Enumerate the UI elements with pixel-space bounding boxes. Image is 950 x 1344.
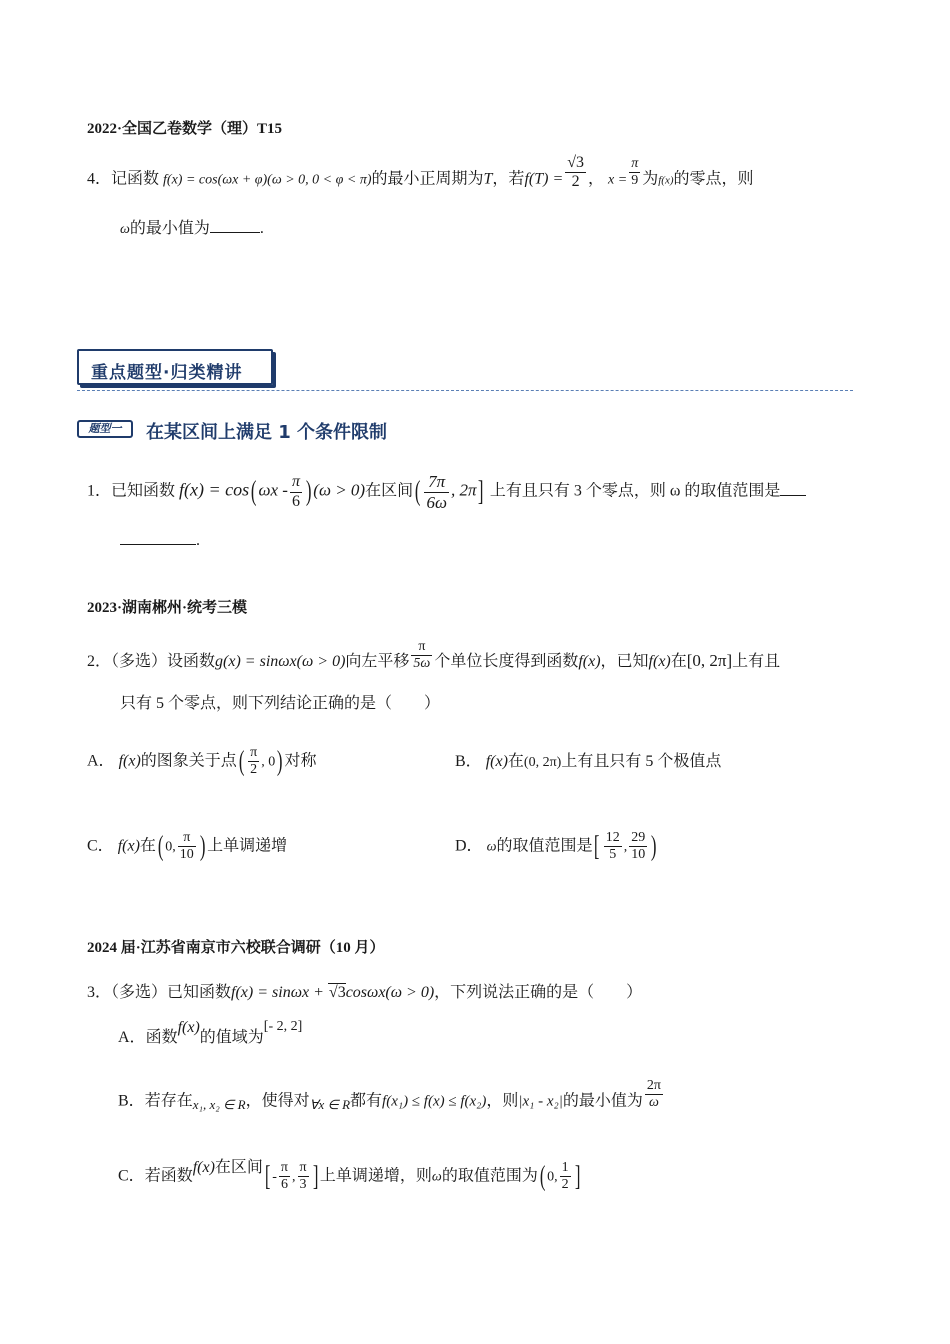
interval: (0, 2π) [523,755,562,770]
numerator: π [298,1160,309,1177]
fraction-pi-over-9 [629,156,640,189]
numerator: π [290,473,302,492]
option-2D[interactable] [455,830,659,863]
numerator: π [248,745,259,762]
question-2 [87,638,781,672]
text: 在区间 [365,482,414,500]
text: ，使得对 [245,1092,310,1110]
condition: (ω > 0) [313,480,366,500]
text: . [196,532,200,549]
f-of-x: f(x) [578,653,601,670]
numerator: 7π [424,472,449,493]
source-label-2023: 2023·湖南郴州·统考三模 [87,600,248,616]
text: （多选）已知函数 [111,984,232,1001]
option-label: D． [455,837,483,855]
text: 已知函数 [111,482,176,500]
bracket-close: ] [478,476,484,508]
source-label-2024: 2024 届·江苏省南京市六校联合调研（10 月） [87,940,385,956]
fraction-pi-over-6 [279,1160,290,1193]
type-badge: 题型一 [77,420,133,438]
answer-blank[interactable] [210,232,260,233]
option-label: A． [87,752,115,770]
inequality: f(x₁) ≤ f(x) ≤ f(x₂) [382,1093,487,1110]
numerator: π [279,1160,290,1177]
zero: 0, [165,839,176,855]
denominator: 2 [571,173,580,191]
section-title: 重点题型·归类精讲 [91,363,243,383]
source-label-2022: 2022·全国乙卷数学（理）T15 [87,121,283,137]
fraction-7pi-over-6omega [424,472,449,512]
bracket-close: ] [574,1160,581,1192]
text: 函数 [145,1029,178,1046]
fraction-pi-over-10 [178,830,196,863]
denominator: 6ω [426,492,447,512]
option-3C[interactable] [118,1160,582,1193]
question-number: 2． [87,653,112,670]
option-label: B． [118,1092,145,1110]
numerator: 1 [560,1160,571,1177]
text: 都有 [350,1092,383,1110]
numerator: 29 [629,830,647,847]
bracket-open: [ [594,830,600,862]
question-number: 4． [87,170,112,188]
paren-close: ) [305,476,312,508]
denominator: 9 [631,173,639,189]
option-label: C． [87,837,114,855]
text: 在 [670,653,687,670]
denominator: 2 [561,1177,569,1193]
paren-open: ( [251,476,257,508]
text: 的最小值为 [129,220,210,237]
text: 向左平移 [345,653,410,670]
option-2C[interactable] [87,830,287,863]
g-expression: g(x) = sinωx(ω > 0) [215,653,346,670]
text: （多选）设函数 [111,653,216,670]
option-label: B． [455,753,482,770]
numerator: π [629,156,640,173]
question-number: 3． [87,984,112,1001]
comma: , [623,839,628,855]
text: ，若 [492,170,525,188]
function-lhs: f(x) = cos [179,479,250,500]
option-label: A． [118,1029,146,1046]
f-of-x: f(x) [177,1019,200,1036]
text: ， [588,170,605,188]
option-2A[interactable] [87,745,317,778]
paren-close: ) [651,830,657,862]
f-of-x: f(x) [485,753,508,770]
question-number: 1． [87,482,112,500]
paren-close: ) [277,745,283,777]
range: [- 2, 2] [263,1019,303,1034]
question-4-line2 [120,221,264,237]
numerator: √3 [565,154,586,173]
text: 的图象关于点 [140,752,237,770]
paren-close: ) [199,830,206,862]
f-expression: f(x) = sinωx + [231,984,328,1001]
answer-blank-2[interactable] [120,544,196,545]
text: 的值域为 [199,1029,264,1046]
text: 上有且 [732,653,781,670]
text: 在 [139,837,156,855]
x1-x2-in-R: x₁, x₂ ∈ R [192,1097,246,1113]
function-expression: f(x) = cos(ωx + φ)(ω > 0, 0 < φ < π) [163,172,372,188]
period-symbol: T [483,170,493,188]
f-of-x: f(x) [117,837,140,855]
sqrt3 [328,985,346,1001]
paren-open: ( [539,1160,546,1192]
zero: 0, [547,1169,558,1185]
text: 在区间 [214,1159,263,1177]
text: 的最小正周期为 [371,170,484,188]
fraction-pi-over-5omega [411,639,432,672]
text: 若函数 [144,1167,193,1185]
text: ，已知 [600,653,649,670]
bracket-close: ] [312,1160,319,1192]
upper-bound: , 2π [450,480,477,500]
abs-difference: |x₁ - x₂| [518,1093,563,1110]
denominator: ω [649,1095,659,1111]
numerator: 12 [604,830,622,847]
paren-open: ( [238,745,245,777]
question-4 [87,154,754,192]
question-1-line2 [120,533,200,549]
denominator: 10 [631,847,646,863]
text: ，下列说法正确的是（ ） [434,984,643,1001]
numerator: π [411,639,432,656]
numerator: π [178,830,196,847]
option-3A[interactable] [118,1019,303,1046]
question-1 [87,472,806,512]
fraction-2pi-over-omega [645,1078,663,1111]
denominator: 5 [609,847,617,863]
f-of-x: f(x) [648,653,671,670]
section-divider [77,390,853,391]
f-of-x-small: f(x) [658,174,674,187]
zero: , 0 [261,754,276,770]
text: 个单位长度得到函数 [434,653,579,670]
option-label: C． [118,1167,145,1185]
text: 的取值范围为 [441,1167,538,1185]
paren-open: ( [414,476,421,508]
denominator: 2 [250,762,258,778]
denominator: 3 [299,1177,307,1193]
denominator: 6 [280,1177,288,1193]
option-2B[interactable] [455,754,721,770]
fraction-1-over-2 [560,1160,571,1193]
text: 的取值范围是 [496,837,593,855]
omega-symbol: ω [486,839,497,855]
text: 为 [642,170,659,188]
text: . [259,220,264,237]
fraction-29-over-10 [629,830,647,863]
comma: , [292,1169,296,1185]
x-equals: x = [608,172,628,188]
text: ，则 [486,1092,519,1110]
fraction-pi-over-2 [248,745,259,778]
text: 的最小值为 [562,1092,643,1110]
numerator: 2π [645,1078,663,1095]
bracket-open: [ [264,1160,271,1192]
omega-symbol: ω [120,222,130,237]
text: 记函数 [111,170,160,188]
type-title: 在某区间上满足 1 个条件限制 [146,422,388,443]
omega-symbol: ω [431,1169,442,1185]
f-of-x: f(x) [118,752,141,770]
question-3 [87,985,642,1001]
denominator: 5ω [413,655,431,671]
minus: - [272,1169,277,1185]
text: 对称 [284,752,317,770]
text: 上有且只有 3 个零点，则 ω 的取值范围是 [489,482,781,500]
forall-x-in-R: ∀x ∈ R [309,1097,351,1113]
denominator: 6 [291,492,300,510]
interval: [0, 2π] [686,651,733,670]
fraction-12-over-5 [604,830,622,863]
radical: √3 [328,984,346,1001]
fraction-sqrt3-over-2 [565,154,586,192]
question-2-line2: 只有 5 个零点，则下列结论正确的是（ ） [120,695,441,712]
text: 的零点，则 [673,170,754,188]
text: 上单调递增 [207,837,288,855]
fraction-pi-over-3 [298,1160,309,1193]
argument: ωx - [258,480,288,500]
text: 上单调递增，则 [319,1167,432,1185]
text: 若存在 [144,1092,193,1110]
answer-blank-1[interactable] [780,495,806,496]
paren-open: ( [157,830,164,862]
f-of-T: f(T) = [524,170,564,188]
text: 在 [507,753,524,770]
text: 上有且只有 5 个极值点 [561,753,722,770]
denominator: 10 [179,847,194,863]
f-of-x: f(x) [192,1159,215,1177]
fraction-pi-over-6 [290,473,302,511]
f-expression-cont: cosωx(ω > 0) [345,984,435,1001]
